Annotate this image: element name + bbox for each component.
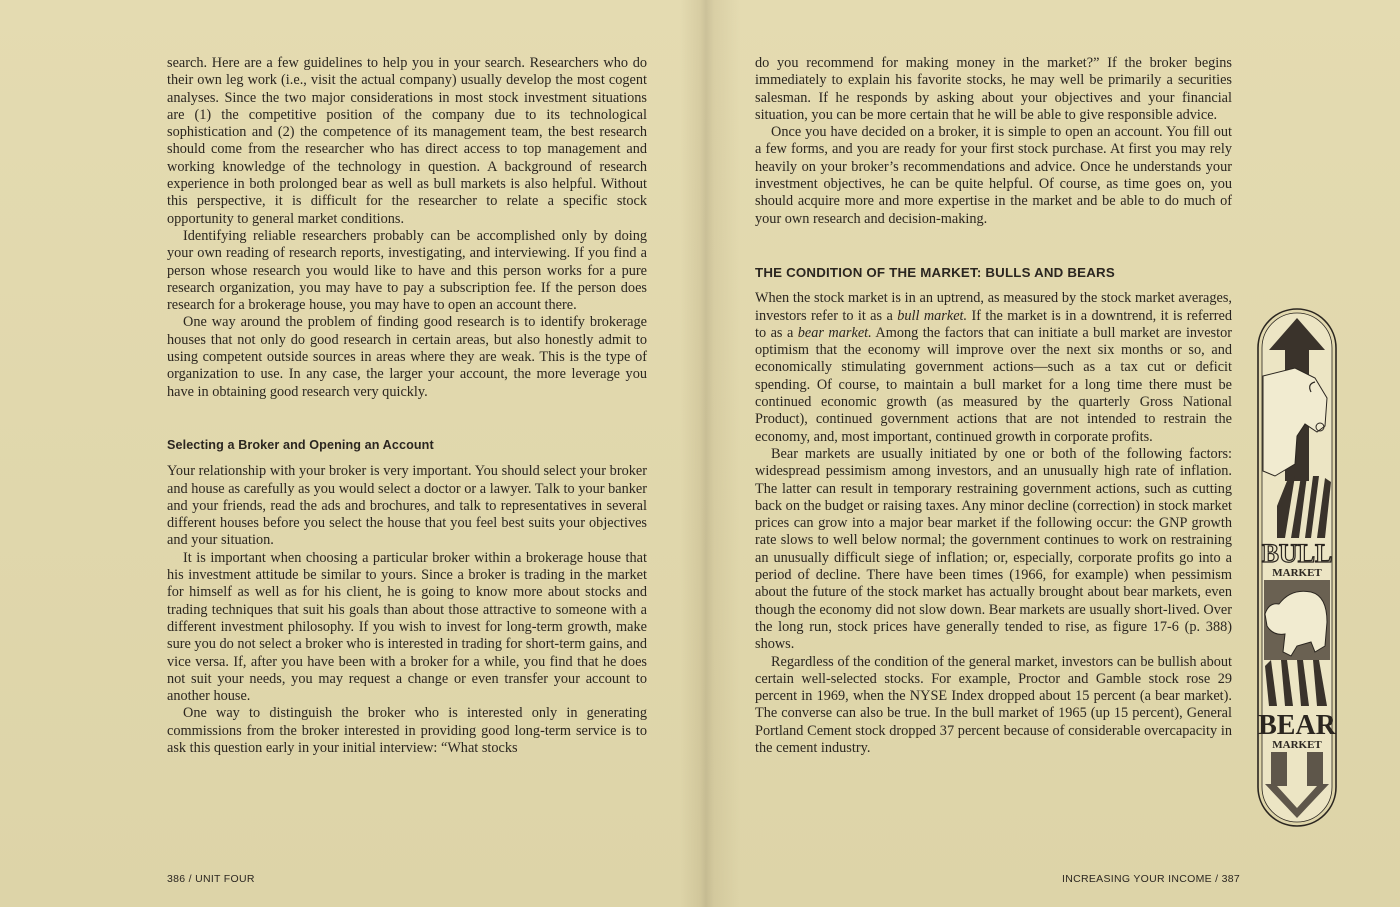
left-text-column [167, 55, 647, 757]
right-text-column [755, 55, 1232, 757]
paragraph: Identifying reliable researchers probably can be accomplished only by doing your own reading of research reports, investigating, and interviewing. If you find a person whose research you would like to have and this person works for a pure research organization, you may have to pay a subscription fee. If the person does research for a brokerage house, you may have to open an account there. [167, 227, 647, 314]
section-heading: THE CONDITION OF THE MARKET: BULLS AND BEARS [755, 264, 1115, 280]
page-footer-right: INCREASING YOUR INCOME / 387 [1062, 873, 1240, 885]
text-run: When the stock market is in an uptrend, as measured by the stock market averages, investors refer to it as a [755, 290, 1232, 324]
paragraph: search. Here are a few guidelines to help you in your search. Researchers who do their own leg work (i.e., visit the actual company) usually develop the most cogent analyses. Since the two major considerations in most stock investment situations are (1) the competitive position of the company due to its technological sophistication and (2) the competence of its management team, the best research should come from the researcher who has direct access to top management and working knowledge of the technology in question. A background of research experience in both prolonged bear as well as bull markets is also helpful. Without this perspective, it is difficult for the researcher to relate a specific stock opportunity to general market conditions. [167, 55, 647, 227]
paragraph: Regardless of the condition of the general market, investors can be bullish about certain well-selected stocks. For example, Proctor and Gamble stock rose 29 percent in 1969, when the NYSE Index dropped about 15 percent (a bear market). The converse can also be true. In the bull market of 1965 (up 15 percent), General Portland Cement stock dropped 37 percent because of considerable overcapacity in the cement industry. [755, 653, 1232, 756]
page-footer-left: 386 / UNIT FOUR [167, 873, 255, 885]
bull-market-word: MARKET [1272, 567, 1322, 579]
bear-word: BEAR [1258, 710, 1336, 741]
paragraph: One way to distinguish the broker who is interested only in generating commissions from the broker interested in providing good long-term service is to ask this question early in your initial interview: “What stocks [167, 705, 647, 756]
paragraph: Your relationship with your broker is very important. You should select your broker and house as carefully as you would select a doctor or a lawyer. Talk to your banker and your friends, read the ads and brochures, and talk to representatives in several different houses before you select the house that you feel best suits your objectives and your situation. [167, 463, 647, 549]
paragraph: One way around the problem of finding good research is to identify brokerage houses that not only do good research in certain areas, but also honestly admit to using competent outside sources in areas where they are weak. This is the type of organization to use. In any case, the larger your account, the more leverage you have in obtaining good research very quickly. [167, 314, 647, 400]
section-subheading: Selecting a Broker and Opening an Account [167, 437, 434, 452]
paragraph: Bear markets are usually initiated by one or both of the following factors: widespread pessimism among investors, and an unusually high rate of inflation. The latter can result in temporary restraining government actions, such as cutting back on the budget or raising taxes. Any minor decline (correction) in stock market prices can grow into a major bear market if the following occur: the GNP growth rate slows to well below normal; the government continues to work on restraining an unusually difficult siege of inflation; or, especially, corporate profits go into a period of decline. There have been times (1966, for example) when pessimism about the future of the stock market has actually brought about bear markets, even though the economy did not slow down. Bear markets are usually short-lived. Over the long run, stock prices have generally tended to rise, as figure 17-6 (p. 388) shows. [755, 445, 1232, 653]
term-bull-market: bull market. [897, 307, 968, 324]
text-run: Among the factors that can initiate a bull market are investor optimism that the economy will improve over the next six months or so, and economically stimulating government actions—such as a tax cut or deficit spending. Of course, to maintain a bull market for a long time there must be continued economic growth (as measured by the quarterly Gross National Product), continued government actions that are not intended to restrain the economy, and, most important, continued growth in corporate profits. [755, 324, 1232, 445]
text-run: If the market is in a downtrend, it is referred to as a [755, 307, 1233, 341]
paragraph: Once you have decided on a broker, it is simple to open an account. You fill out a few forms, and you are ready for your first stock purchase. At first you may rely heavily on your broker’s recommendations and advice. Once he understands your investment objectives, he can be quite helpful. Of course, as time goes on, you should acquire more and more expertise in the market and be able to do much of your own research and decision-making. [755, 124, 1232, 227]
paragraph: do you recommend for making money in the market?” If the broker begins immediately to explain his favorite stocks, he may well be primarily a securities salesman. If he responds by asking about your objectives and your financial situation, you can be more certain that he will be able to give responsible advice. [755, 55, 1232, 123]
bear-market-word: MARKET [1272, 739, 1322, 751]
right-page [703, 0, 1400, 907]
term-bear-market: bear market. [797, 324, 872, 341]
paragraph-bull-bear [755, 290, 1232, 446]
bull-word: BULL [1261, 539, 1333, 568]
paragraph: It is important when choosing a particular broker within a brokerage house that his investment attitude be similar to yours. Since a broker is trading in the market for himself as well as for his client, he is going to know more about stocks and trading techniques that suit his goals than about those attractive to someone with a different investment philosophy. If you wish to invest for long-term growth, make sure you do not select a broker who is interested in trading for short-term gains, and vice versa. If, after you have been with a broker for a while, you find that he does not suit your needs, you may request a change or even transfer your account to another house. [167, 549, 647, 705]
bull-bear-market-illustration [1255, 306, 1339, 829]
